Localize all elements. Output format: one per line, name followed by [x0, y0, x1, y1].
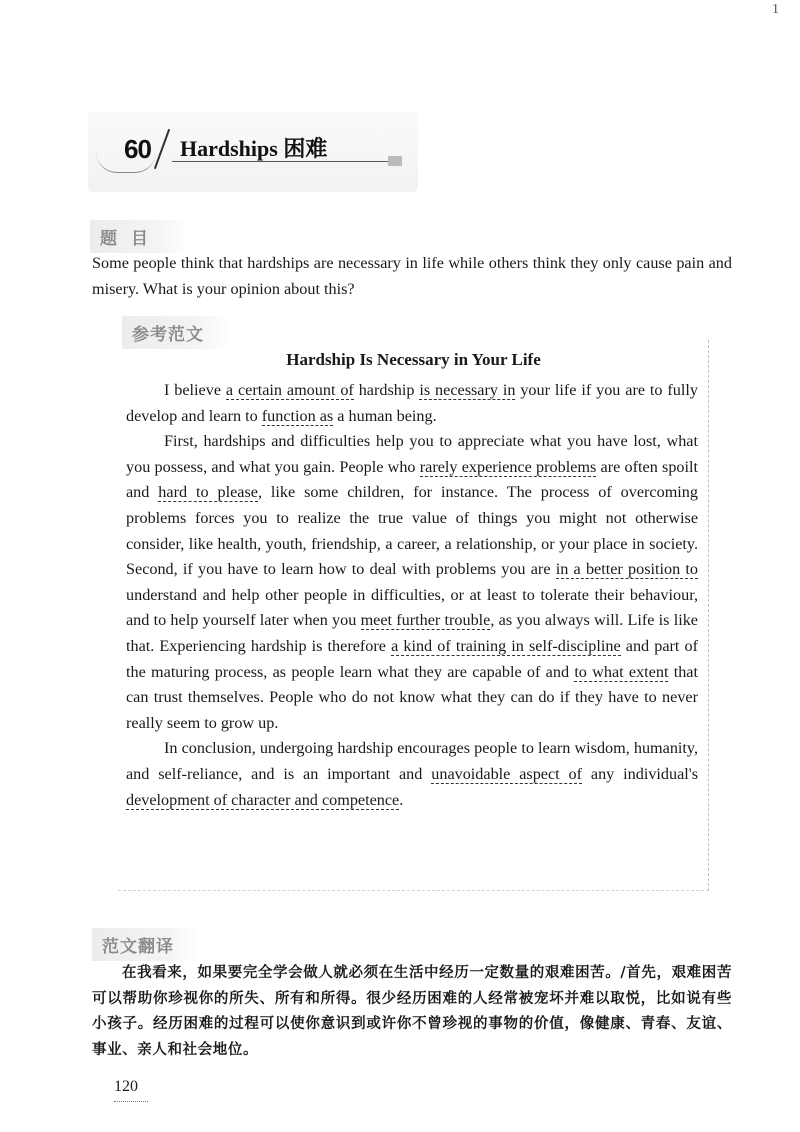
chapter-decoration-box [388, 156, 402, 166]
key-phrase: rarely experience problems [419, 457, 597, 476]
key-phrase: function as [261, 406, 334, 425]
key-phrase: meet further trouble [360, 611, 491, 630]
key-phrase: development of character and competence [126, 790, 400, 809]
key-phrase: to what extent [574, 662, 669, 681]
essay-title: Hardship Is Necessary in Your Life [286, 350, 541, 369]
page-corner-mark: 1 [772, 2, 779, 17]
key-phrase: is necessary in [419, 381, 516, 399]
page-number-rule [114, 1100, 148, 1102]
translation-body [92, 960, 732, 1062]
key-phrase: unavoidable aspect of [431, 764, 583, 783]
chapter-title-rule [172, 161, 392, 162]
key-phrase: a kind of training in self-discipline [391, 636, 621, 655]
section-label-sample-essay: 参考范文 [122, 316, 230, 349]
key-phrase: hard to please [158, 483, 258, 502]
chapter-header [88, 112, 418, 192]
key-phrase: in a better position to [555, 560, 698, 579]
chapter-number: 60 [124, 134, 151, 164]
section-label-topic: 题目 [90, 220, 188, 253]
translation-paragraph: 在我看来，如果要完全学会做人就必须在生活中经历一定数量的艰难困苦。/首先，艰难困苦可以帮助你珍视你的所失、所有和所得。很少经历困难的人经常被宠坏并难以取悦，比如说有些小孩子。经历困难的过程可以使你意识到或许你不曾珍视的事物的价值，像健康、青春、友谊、事业、亲人和社会地位。 [92, 964, 732, 1058]
page-number: 120 [114, 1078, 138, 1095]
essay-prompt: Some people think that hardships are necessary in life while others think they only cause pain and misery. What is your opinion about this? [92, 254, 732, 298]
essay-paragraph-3: In conclusion, undergoing hardship encourages people to learn wisdom, humanity, and self-reliance, and is an important and unavoidable aspect of any individual's development of character and competence. [126, 739, 698, 809]
essay-body [126, 378, 698, 813]
section-label-translation: 范文翻译 [92, 928, 200, 961]
chapter-title: Hardships 困难 [180, 136, 328, 161]
essay-paragraph-2: First, hardships and difficulties help you to appreciate what you have lost, what you possess, and what you gain. People who rarely experience problems are often spoilt and hard to please, like some children, for instance. The process of overcoming problems forces you to realize the true value of things you might not otherwise consider, like health, youth, friendship, a career, a relationship, or your place in society. Second, if you have to learn how to deal with problems you are in a better position to understand and help other people in difficulties, or at least to tolerate their behaviour, and to help yourself later when you meet further trouble, as you always will. Life is like that. Experiencing hardship is therefore a kind of training in self-discipline and part of the maturing process, as people learn what they are capable of and to what extent that can trust themselves. People who do not know what they can do if they have to never really seem to grow up. [126, 432, 698, 732]
key-phrase: a certain amount of [225, 381, 354, 399]
essay-paragraph-1: I believe a certain amount of hardship is necessary in your life if you are to fully develop and learn to function as a human being. [126, 381, 698, 425]
